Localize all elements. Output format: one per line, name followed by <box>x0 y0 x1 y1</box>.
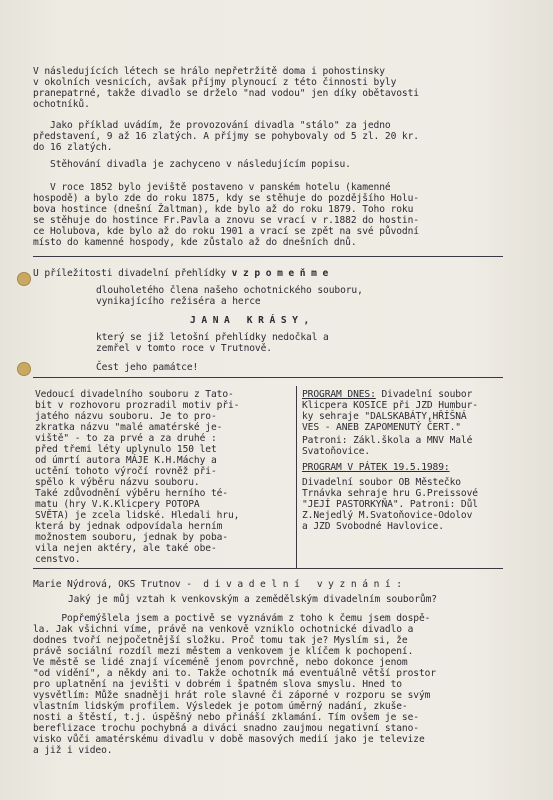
left-column-line: zkratka názvu "malé amatérské je- <box>35 422 223 433</box>
program-today-line: VES - ANEB ZAPOMENUTÝ ČERT." <box>302 422 461 433</box>
history-line: místo do kamenné hospody, kde zůstalo až do dnešních dnů. <box>33 237 357 248</box>
left-column-line <box>35 389 234 400</box>
article-body-line: Popřemýšlela jsem a poctivě se vyznávám z toho k čemu jsem dospě- <box>33 613 431 624</box>
column-divider <box>296 386 297 568</box>
memorial-line: dlouholetého člena našeho ochotnického souboru, <box>96 285 363 296</box>
program-today-line <box>302 389 472 400</box>
article-author: Marie Nýdrová, OKS Trutnov - <box>33 579 192 590</box>
article-body-line: vysvětlím: Může snadněji hrát role slavné či záporné v rozporu se svým <box>33 690 431 701</box>
intro-line: ochotníků. <box>33 99 90 110</box>
article-body-line: pro uplatnění na jevišti v dobrém i špatném slova smyslu. Hned to <box>33 679 402 690</box>
program-today-line: Klicpera KOSICE při JZD Humbur- <box>302 400 478 411</box>
article-title: d i v a d e l n í v y z n á n í : <box>203 579 402 590</box>
memorial-line: vynikajícího režiséra a herce <box>96 296 261 307</box>
memorial-heading-spaced: v z p o m e ň m e <box>231 268 329 279</box>
binder-hole-top <box>17 272 31 286</box>
example-line: do 16 zlatých. <box>33 142 113 153</box>
memorial-heading-text: U příležitosti divadelní přehlídky <box>33 268 232 279</box>
left-column-line: Také zdůvodnění výběru herního té- <box>35 488 228 499</box>
history-line: bova hostince (dnešní Žaltman), kde bylo až do roku 1879. Toho roku <box>33 204 414 215</box>
memorial-honor: Čest jeho památce! <box>96 362 199 373</box>
memorial-line: zemřel v tomto roce v Trutnově. <box>96 343 272 354</box>
program-today-line: ky sehraje "DALSKABÁTY,HŘÍŠNÁ <box>302 411 467 422</box>
article-question: Jaký je můj vztah k venkovským a zemědělským divadelním souborům? <box>68 594 437 605</box>
left-column-line: SVĚTA) je zcela lidské. Hledali hru, <box>35 510 240 521</box>
left-column-line: která by jednak odpovídala herním <box>35 521 223 532</box>
divider <box>33 568 503 569</box>
article-body-line: dodnes tvoří nejpočetnější složku. Proč tomu tak je? Myslím si, že <box>33 635 408 646</box>
intro-line: v okolních vesnicích, avšak příjmy plynoucí z této činnosti byly <box>33 77 397 88</box>
history-line: V roce 1852 bylo jeviště postaveno v panském hotelu (kamenné <box>33 182 391 193</box>
moving-intro: Stěhování divadla je zachyceno v následujícím popisu. <box>33 159 351 170</box>
memorial-heading <box>33 268 328 279</box>
left-column-line: možnostem souboru, jednak by poba- <box>35 532 228 543</box>
article-header <box>33 579 402 590</box>
example-line: představení, 9 až 16 zlatých. A příjmy se pohybovaly od 5 zl. 20 kr. <box>33 131 419 142</box>
article-body-line: Ve městě se lidé znají víceméně jenom povrchně, nebo dokonce jenom <box>33 657 408 668</box>
program-friday-line: Z.Nejedlý M.Svatoňovice-Odolov <box>302 510 473 521</box>
article-body-line: bereflizace trochu pochybná a diváci snadno zaujmou negativní stano- <box>33 723 419 734</box>
left-column-line-text: Vedoucí divadelního <box>35 389 143 400</box>
memorial-line: který se již letošní přehlídky nedočkal a <box>96 332 329 343</box>
left-column-line-text: souboru z Tato- <box>148 389 234 400</box>
left-column-line: před třemi léty uplynulo 150 let <box>35 444 217 455</box>
article-body-line: nosti a štěstí, t.j. úspěšný nebo přináší zklamání. Tím ovšem je se- <box>33 712 419 723</box>
program-friday-line: Divadelní soubor OB Městečko <box>302 477 461 488</box>
left-column-line: censtvo. <box>35 554 81 565</box>
divider <box>33 256 503 257</box>
left-column-line: spělo k výběru názvu souboru. <box>35 477 200 488</box>
history-line: se stěhuje do hostince Fr.Pavla a znovu se vrací v r.1882 do hostin- <box>33 215 419 226</box>
program-today-line: Patroni: Zákl.škola a MNV Malé <box>302 435 473 446</box>
history-line: ce Holubova, kde bylo až do roku 1901 a vrací se zpět na své původní <box>33 226 419 237</box>
left-column-line: viště" - to za prvé a za druhé : <box>35 433 217 444</box>
left-column-line: matu (hry V.K.Klicpery POTOPA <box>35 499 200 510</box>
example-line: Jako příklad uvádím, že provozování divadla "stálo" za jedno <box>33 120 391 131</box>
article-body-line: visko vůči amatérskému divadlu v době masových medií jako je televize <box>33 734 425 745</box>
program-today-line: Svatoňovice. <box>302 446 371 457</box>
left-column-line: vila nejen aktéry, ale také obe- <box>35 543 217 554</box>
article-body-line: la. Jak všichni víme, právě na venkově vzniklo ochotnické divadlo a <box>33 624 414 635</box>
program-friday-heading: PROGRAM V PÁTEK 19.5.1989: <box>302 462 450 473</box>
article-body-line: právě sociální rozdíl mezi městem a venkovem je klíčem k pochopení. <box>33 646 414 657</box>
article-body-line: "od vidění", a někdy ani to. Takže ochotník má eventuálně větší prostor <box>33 668 436 679</box>
intro-line: V následujících létech se hrálo nepřetržitě doma i pohostinsky <box>33 66 385 77</box>
left-column-line: jatého názvu souboru. Je to pro- <box>35 411 217 422</box>
left-column-line: bit v rozhovoru prozradil motiv při- <box>35 400 240 411</box>
program-today-heading: PROGRAM DNES: <box>302 389 376 400</box>
program-friday-line: Trnávka sehraje hru G.Preissové <box>302 488 478 499</box>
article-body-line: vlastním lidským profilem. Výsledek je potom úměrný nadání, zkuše- <box>33 701 408 712</box>
left-column-line: uctění tohoto výročí rovněž při- <box>35 466 217 477</box>
divider <box>33 377 503 378</box>
history-line: hospodě) a bylo zde do roku 1875, kdy se stěhuje do pozdějšího Holu- <box>33 193 419 204</box>
article-body-line: a již i video. <box>33 745 113 756</box>
program-friday-line: "JEJÍ PASTORKYŇA". Patroni: Důl <box>302 499 478 510</box>
binder-hole-middle <box>17 362 31 376</box>
intro-line: pranepatrné, takže divadlo se drželo "nad vodou" jen díky obětavosti <box>33 88 419 99</box>
memorial-name: J A N A K R Á S Y , <box>190 315 310 326</box>
program-friday-line: a JZD Svobodné Havlovice. <box>302 521 444 532</box>
left-column-line: od úmrtí autora MÁJE K.H.Máchy a <box>35 455 217 466</box>
program-today-text: Divadelní soubor <box>375 389 473 400</box>
